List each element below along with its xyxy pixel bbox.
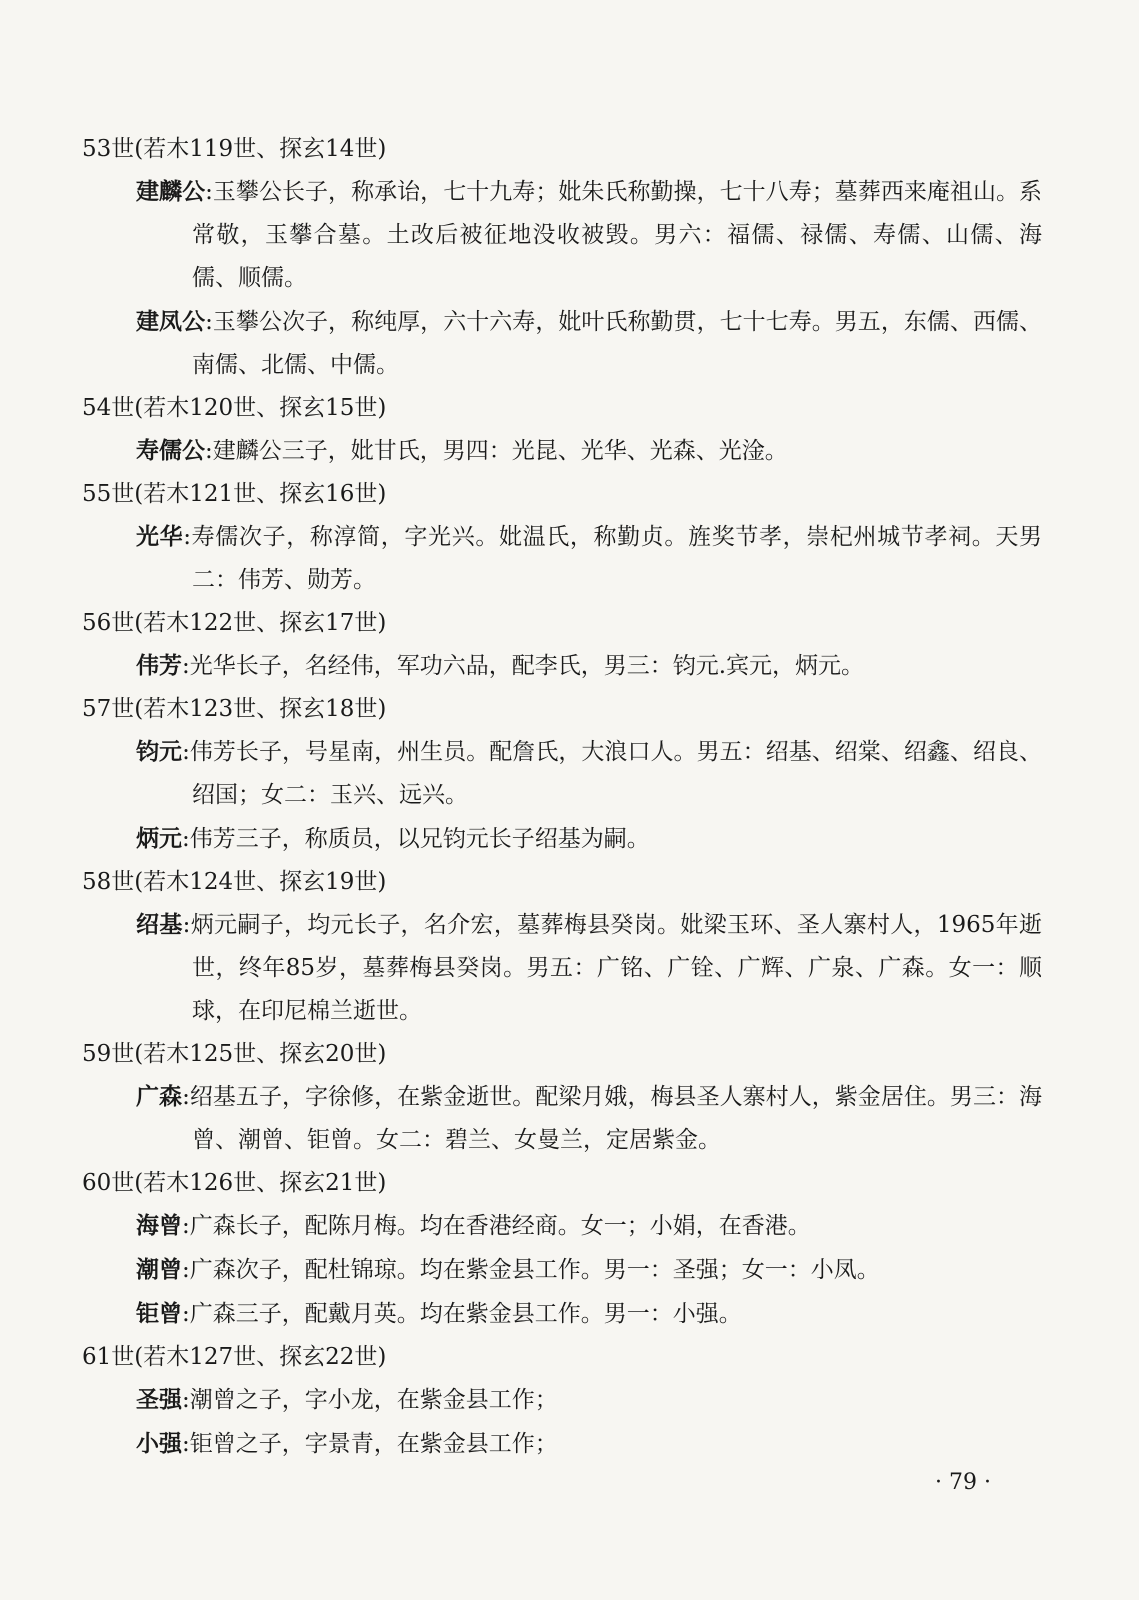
person-name: 圣强 [136,1386,182,1413]
generation-heading: 55世(若木121世、探玄16世) [82,481,387,507]
entry-text: 潮曾之子，字小龙，在紫金县工作； [189,1387,558,1413]
person-name: 建凤公 [136,308,206,335]
genealogy-entry: 绍基:炳元嗣子，均元长子，名介宏，墓葬梅县癸岗。妣梁玉环、圣人寨村人，1965年逝世，终年85岁，墓葬梅县癸岗。男五：广铭、广铨、广辉、广泉、广森。女一：顺球，在印尼棉兰逝世。 [136,911,1042,1024]
genealogy-entry: 建凤公:玉攀公次子，称纯厚，六十六寿，妣叶氏称勤贯，七十七寿。男五，东儒、西儒、南儒、北儒、中儒。 [136,308,1043,378]
person-name: 炳元 [136,825,182,852]
person-name: 建麟公 [136,178,206,205]
generation-heading: 56世(若木122世、探玄17世) [82,610,387,636]
genealogy-entry: 潮曾:广森次子，配杜锦琼。均在紫金县工作。男一：圣强；女一：小凤。 [136,1256,880,1283]
genealogy-entry: 海曾:广森长子，配陈月梅。均在香港经商。女一；小娟，在香港。 [136,1212,811,1239]
entry-text: 伟芳长子，号星南，州生员。配詹氏，大浪口人。男五：绍基、绍棠、绍鑫、绍良、绍国；女二：玉兴、远兴。 [189,739,1043,808]
genealogy-entry: 圣强:潮曾之子，字小龙，在紫金县工作； [136,1386,558,1413]
generation-heading: 61世(若木127世、探玄22世) [82,1344,387,1370]
person-name: 小强 [136,1430,182,1457]
entry-text: 广森三子，配戴月英。均在紫金县工作。男一：小强。 [189,1301,742,1327]
genealogy-entry: 伟芳:光华长子，名经伟，军功六品，配李氏，男三：钧元.宾元，炳元。 [136,652,865,679]
genealogy-entry: 光华:寿儒次子，称淳简，字光兴。妣温氏，称勤贞。旌奖节孝，崇杞州城节孝祠。天男二：伟芳、勋芳。 [136,523,1043,593]
genealogy-entry: 寿儒公:建麟公三子，妣甘氏，男四：光昆、光华、光森、光淦。 [136,437,788,464]
person-name: 广森 [136,1083,183,1110]
page-number: · 79 · [935,1470,991,1495]
person-name: 潮曾 [136,1256,182,1283]
generation-heading: 59世(若木125世、探玄20世) [82,1041,387,1067]
generation-heading: 54世(若木120世、探玄15世) [82,395,387,421]
genealogy-entry: 炳元:伟芳三子，称质员，以兄钧元长子绍基为嗣。 [136,825,650,852]
entry-text: 寿儒次子，称淳简，字光兴。妣温氏，称勤贞。旌奖节孝，崇杞州城节孝祠。天男二：伟芳、勋芳。 [191,524,1043,593]
genealogy-page [82,128,1042,1466]
entry-text: 钜曾之子，字景青，在紫金县工作； [189,1431,558,1457]
person-name: 寿儒公 [136,437,205,464]
person-name: 钜曾 [136,1300,182,1327]
genealogy-entry: 钧元:伟芳长子，号星南，州生员。配詹氏，大浪口人。男五：绍基、绍棠、绍鑫、绍良、绍国；女二：玉兴、远兴。 [136,738,1043,808]
generation-heading: 60世(若木126世、探玄21世) [82,1170,387,1196]
entry-text: 光华长子，名经伟，军功六品，配李氏，男三：钧元.宾元，炳元。 [189,653,865,679]
entry-text: 玉攀公次子，称纯厚，六十六寿，妣叶氏称勤贯，七十七寿。男五，东儒、西儒、南儒、北儒、中儒。 [192,309,1043,378]
entry-text: 广森长子，配陈月梅。均在香港经商。女一；小娟，在香港。 [189,1213,811,1239]
genealogy-entry: 广森:绍基五子，字徐修，在紫金逝世。配梁月娥，梅县圣人寨村人，紫金居住。男三：海曾、潮曾、钜曾。女二：碧兰、女曼兰，定居紫金。 [136,1083,1043,1153]
entry-text: 广森次子，配杜锦琼。均在紫金县工作。男一：圣强；女一：小凤。 [189,1257,880,1283]
genealogy-entry: 建麟公:玉攀公长子，称承诒，七十九寿；妣朱氏称勤操，七十八寿；墓葬西来庵祖山。系常敬，玉攀合墓。土改后被征地没收被毁。男六：福儒、禄儒、寿儒、山儒、海儒、顺儒。 [136,178,1043,291]
entry-text: 玉攀公长子，称承诒，七十九寿；妣朱氏称勤操，七十八寿；墓葬西来庵祖山。系常敬，玉攀合墓。土改后被征地没收被毁。男六：福儒、禄儒、寿儒、山儒、海儒、顺儒。 [192,179,1043,291]
entry-text: 炳元嗣子，均元长子，名介宏，墓葬梅县癸岗。妣梁玉环、圣人寨村人，1965年逝世，终年85岁，墓葬梅县癸岗。男五：广铭、广铨、广辉、广泉、广森。女一：顺球，在印尼棉兰逝世。 [190,912,1042,1024]
generation-heading: 57世(若木123世、探玄18世) [82,696,387,722]
entry-text: 绍基五子，字徐修，在紫金逝世。配梁月娥，梅县圣人寨村人，紫金居住。男三：海曾、潮曾、钜曾。女二：碧兰、女曼兰，定居紫金。 [189,1084,1043,1153]
person-name: 伟芳 [136,652,182,679]
genealogy-entry: 钜曾:广森三子，配戴月英。均在紫金县工作。男一：小强。 [136,1300,742,1327]
person-name: 钧元 [136,738,183,765]
person-name: 海曾 [136,1212,182,1239]
entry-text: 建麟公三子，妣甘氏，男四：光昆、光华、光森、光淦。 [212,438,788,464]
generation-heading: 58世(若木124世、探玄19世) [82,869,387,895]
generation-heading: 53世(若木119世、探玄14世) [82,136,387,162]
entry-text: 伟芳三子，称质员，以兄钧元长子绍基为嗣。 [189,826,650,852]
genealogy-entry: 小强:钜曾之子，字景青，在紫金县工作； [136,1430,558,1457]
person-name: 绍基 [136,911,183,938]
person-name: 光华 [136,523,184,550]
